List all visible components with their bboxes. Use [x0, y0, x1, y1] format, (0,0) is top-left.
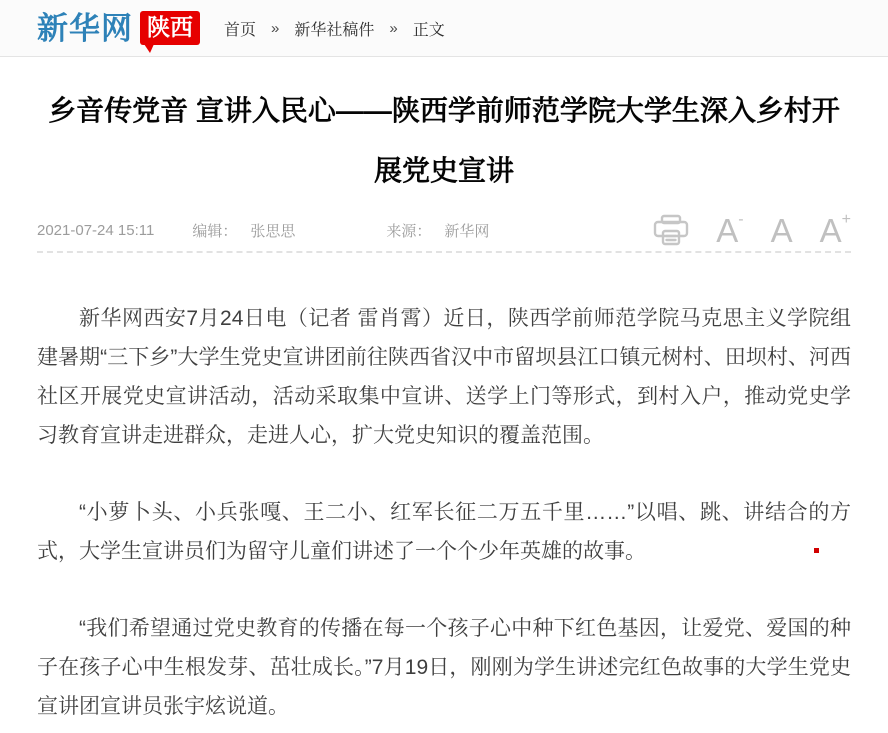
shaanxi-badge: 陕西 [140, 11, 200, 45]
article-main [0, 81, 888, 726]
font-normal-label: A [770, 211, 793, 249]
breadcrumb-separator-icon: » [389, 19, 398, 37]
font-normal-button[interactable] [770, 211, 793, 249]
source-label: 来源： [386, 222, 432, 240]
article-paragraph: 新华网西安7月24日电（记者 雷肖霄）近日，陕西学前师范学院马克思主义学院组建暑期“三下乡”大学生党史宣讲团前往陕西省汉中市留坝县江口镇元树村、田坝村、河西社区开展党史宣讲活动，活动采取集中宣讲、送学上门等形式，到村入户，推动党史学习教育宣讲走进群众，走进人心，扩大党史知识的覆盖范围。 [37, 307, 851, 447]
xinhuanet-logo-text: 新华网 [37, 10, 133, 46]
article-paragraph: “我们希望通过党史教育的传播在每一个孩子心中种下红色基因，让爱党、爱国的种子在孩子心中生根发芽、茁壮成长。”7月19日，刚刚为学生讲述完红色故事的大学生党史宣讲团宣讲员张宇炫说道。 [37, 617, 851, 718]
site-header [0, 0, 888, 57]
article-meta-row [37, 209, 851, 251]
breadcrumb [224, 17, 445, 40]
article-body [37, 299, 851, 726]
font-decrease-button[interactable] [716, 210, 744, 249]
publish-timestamp: 2021-07-24 15:11 [37, 221, 155, 239]
editor-label: 编辑： [192, 222, 238, 240]
article-title: 乡音传党音 宣讲入民心——陕西学前师范学院大学生深入乡村开展党史宣讲 [48, 95, 840, 186]
article-meta [37, 220, 489, 241]
font-decrease-label: A [716, 211, 739, 249]
minus-icon: - [738, 210, 744, 228]
source-name: 新华网 [444, 222, 490, 240]
article-paragraph: “小萝卜头、小兵张嘎、王二小、红军长征二万五千里……”以唱、跳、讲结合的方式，大学生宣讲员们为留守儿童们讲述了一个个少年英雄的故事。 [37, 501, 851, 563]
print-icon[interactable] [653, 214, 689, 247]
font-increase-button[interactable] [819, 210, 851, 249]
site-logo[interactable] [37, 11, 200, 45]
red-dot-artifact [814, 548, 819, 553]
breadcrumb-section-link[interactable]: 新华社稿件 [294, 21, 375, 39]
plus-icon: + [841, 210, 851, 228]
meta-divider [37, 251, 851, 253]
breadcrumb-current: 正文 [412, 21, 445, 39]
font-increase-label: A [819, 211, 842, 249]
breadcrumb-home-link[interactable]: 首页 [224, 21, 257, 39]
breadcrumb-separator-icon: » [271, 19, 280, 37]
article-toolbar [653, 210, 851, 249]
editor-name: 张思思 [250, 222, 296, 240]
